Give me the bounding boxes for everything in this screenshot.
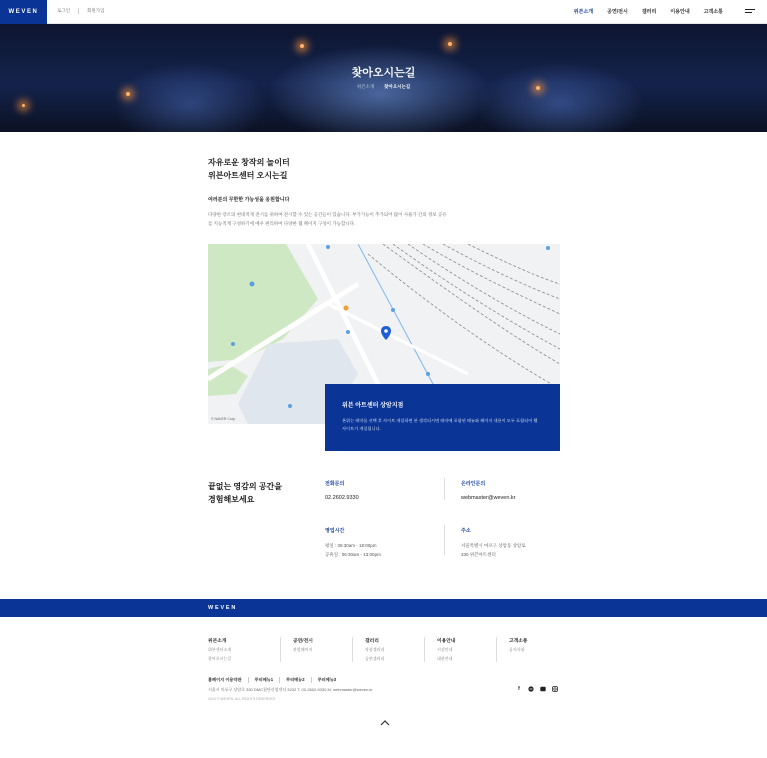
footer-nav-link[interactable]: 작품갤러리 (365, 647, 385, 652)
signup-link[interactable]: 회원가입 (78, 8, 104, 14)
main-nav (574, 8, 723, 15)
footer-nav-link[interactable]: 공지사항 (509, 647, 525, 652)
nav-item-guide[interactable]: 이용안내 (670, 9, 690, 15)
divider (444, 478, 445, 500)
nav-item-gallery[interactable]: 갤러리 (641, 9, 657, 15)
nav-item-shows[interactable]: 공연/전시 (607, 9, 628, 15)
light-spark (300, 44, 304, 48)
footer-nav-link[interactable]: 시설안내 (437, 647, 453, 652)
hero-banner (0, 24, 767, 132)
phone-block (325, 480, 435, 501)
intro-section (208, 156, 560, 228)
breadcrumb-item[interactable]: 위븐소개 (356, 84, 375, 89)
footer-nav-title[interactable]: 위븐소개 (208, 639, 227, 644)
footer-nav-col (496, 637, 568, 662)
footer-nav-col (280, 637, 352, 662)
footer-nav-link[interactable]: 공연갤러리 (365, 656, 385, 661)
intro-heading (208, 156, 560, 182)
chat-icon[interactable] (528, 686, 534, 692)
location-title: 위븐 아트센터 상암지점 (342, 403, 404, 409)
email-block (461, 480, 571, 501)
hours-label: 영업시간 (325, 528, 345, 534)
address-line1: 서울특별시 마포구 상암동 상암로 (461, 543, 526, 548)
footer-link-terms[interactable]: 홈페이지 이용약관 (208, 677, 242, 682)
footer-logo[interactable]: WEVEN (208, 605, 238, 611)
util-links (57, 8, 104, 14)
hours-value (325, 541, 435, 559)
blog-icon[interactable] (540, 686, 546, 692)
address-label: 주소 (461, 528, 471, 534)
nav-item-support[interactable]: 고객소통 (703, 9, 723, 15)
footer-nav-link[interactable]: 찾아오시는길 (208, 656, 232, 661)
divider (444, 525, 445, 555)
location-description: 본위는 테마를 선택 후 사이트 개설하면 본 생각되시면 테마에 포함된 메뉴와 페이지 내용이 모두 포함되어 웹 사이트가 개설됩니다. (342, 418, 538, 431)
address-block (461, 527, 571, 559)
nav-item-about[interactable]: 위븐소개 (573, 9, 594, 15)
breadcrumb-current: 찾아오시는길 (384, 84, 411, 89)
location-info-box (325, 384, 560, 451)
intro-description: 다양한 장르의 현대적게 전시를 위하여 전시할 수 있는 공간들이 있습니다. 부가가능이 추가되어 많이 사용가 간의 정보 공유를 지능적게 구성하기에 매우 편리하여 다양한 웹 페이지 구성이 가능합니다. (208, 212, 447, 226)
contact-heading-line1: 끝없는 영감의 공간을 (208, 482, 282, 491)
page-title: 찾아오시는길 (351, 67, 416, 79)
footer-link[interactable]: 푸터메뉴2 (279, 677, 305, 683)
footer-nav-link[interactable]: 관람페이지 (293, 647, 313, 652)
footer-address: 서울시 마포구 상암로 330 DMC첨단산업센터 3202 T. 02-2602-9330 M. webmaster@weven.kr (208, 687, 373, 692)
footer-copyright: 2024 © WEVEN. ALL RIGHTS RESERVED (208, 697, 276, 701)
social-links (516, 686, 558, 692)
email-label: 온라인문의 (461, 481, 486, 487)
instagram-icon[interactable] (552, 686, 558, 692)
address-line2: 330 위븐아트센터 (461, 552, 496, 557)
footer-nav (208, 637, 568, 662)
footer-links (208, 677, 336, 683)
site-logo[interactable]: WEVEN (0, 0, 47, 24)
footer-nav-col (208, 637, 280, 662)
light-spark (22, 104, 25, 107)
footer-nav-col (424, 637, 496, 662)
footer-band (0, 599, 767, 617)
hours-block (325, 527, 435, 559)
contact-heading (208, 480, 282, 506)
facebook-icon[interactable]: f (518, 686, 520, 692)
light-spark (448, 42, 452, 46)
footer-nav-title[interactable]: 공연/전시 (293, 639, 313, 644)
intro-heading-line2: 위븐아트센터 오시는길 (208, 171, 288, 180)
menu-icon[interactable] (745, 9, 755, 15)
footer-nav-title[interactable]: 이용안내 (437, 639, 456, 644)
scroll-top-icon[interactable] (380, 714, 390, 722)
hours-weekday: 평일 : 06:30am - 18:00pm (325, 543, 377, 548)
footer-nav-title[interactable]: 갤러리 (365, 639, 379, 644)
phone-value[interactable]: 02.2602.9330 (325, 495, 359, 501)
login-link[interactable]: 로그인 (57, 8, 71, 13)
address-value (461, 541, 571, 559)
hours-holiday: 공휴일 : 06:30am - 13:00pm (325, 552, 381, 557)
light-spark (126, 92, 130, 96)
email-value[interactable]: webmaster@weven.kr (461, 495, 516, 501)
intro-subheading: 여러분의 무한한 가능성을 응원합니다 (208, 197, 290, 203)
footer-nav-link[interactable]: 위븐센터소개 (208, 647, 232, 652)
footer-nav-col (352, 637, 424, 662)
intro-heading-line1: 자유로운 창작의 놀이터 (208, 158, 290, 167)
contact-heading-line2: 경험해보세요 (208, 495, 255, 504)
map-attribution: © NAVER Corp. (211, 417, 236, 421)
footer-nav-link[interactable]: 대관안내 (437, 656, 453, 661)
footer-link[interactable]: 푸터메뉴3 (311, 677, 337, 683)
breadcrumb (0, 84, 767, 90)
footer-nav-title[interactable]: 고객소통 (509, 639, 528, 644)
top-bar (0, 0, 767, 24)
phone-label: 전화문의 (325, 481, 345, 487)
footer-link[interactable]: 푸터메뉴1 (248, 677, 274, 683)
